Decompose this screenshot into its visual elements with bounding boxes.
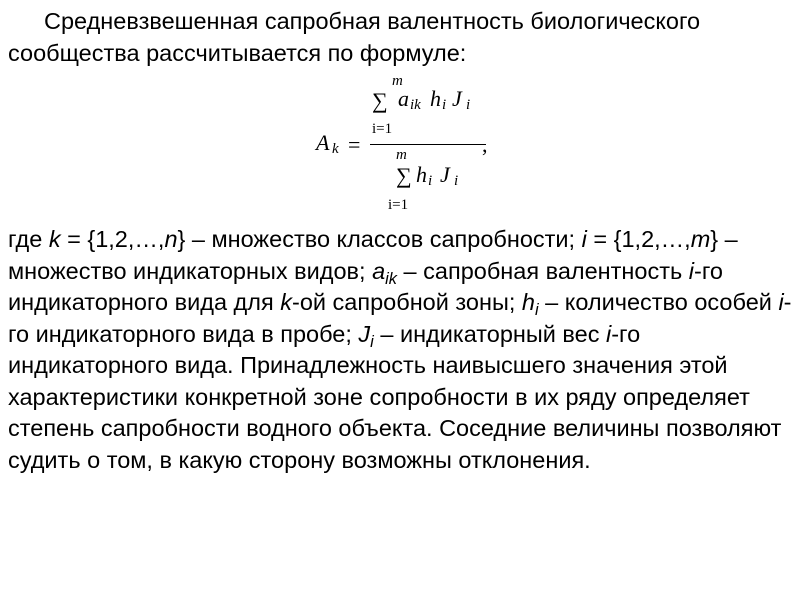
formula-num-lower-limit: i=1: [372, 121, 393, 137]
var-a: a: [372, 257, 386, 284]
formula-num-ik: ik: [410, 97, 421, 113]
formula-lhs-A: A: [316, 130, 330, 155]
formula-num-sigma: ∑: [372, 88, 388, 113]
formula-num-a: a: [398, 86, 409, 111]
var-h: h: [521, 289, 535, 315]
formula-den-h: h: [416, 162, 427, 187]
formula-equals: =: [348, 132, 361, 157]
intro-text: Средневзвешенная сапробная валентность биологического сообщества рассчитывается по формуле:: [8, 8, 701, 66]
body-text-8: -ой сапробной зоны;: [292, 289, 522, 315]
body-text-10: -го индикаторного вида в пробе;: [8, 289, 792, 347]
body-text-1: где: [8, 226, 49, 252]
saprobic-valence-formula: [310, 70, 510, 220]
formula-num-J-index: i: [466, 97, 471, 113]
body-text-4: = {1,2,…,: [586, 226, 691, 252]
body-text-3: } – множество классов сапробности;: [177, 226, 582, 252]
body-text-11: – индикаторный вес: [373, 320, 606, 347]
var-J: J: [358, 320, 371, 347]
formula-num-h: h: [430, 86, 441, 111]
formula-comma: ,: [482, 132, 488, 157]
formula-fraction-line: [370, 144, 486, 145]
var-i: i: [605, 320, 612, 347]
formula-num-J: J: [452, 86, 462, 111]
formula-den-lower-limit: i=1: [388, 197, 409, 213]
formula-num-upper-limit: m: [392, 73, 403, 89]
var-i: i: [688, 257, 694, 284]
formula-lhs-k: k: [332, 141, 339, 157]
var-h-index: i: [534, 300, 539, 319]
explanation-text: [8, 224, 794, 476]
body-text-12: -го индикаторного вида. Принадлежность наивысшего значения этой характеристики конкретной зоне сопробности в их ряду определяет степень сапробности водного объекта. Соседние величины позволяют судить о том, в какую сторону возможны отклонения.: [8, 320, 782, 473]
var-i: i: [581, 226, 587, 252]
var-m: m: [690, 226, 711, 252]
formula-den-sigma: ∑: [396, 163, 412, 188]
body-text-5: } – множество индикаторных видов;: [8, 226, 738, 284]
body-text-6: – сапробная валентность: [397, 257, 689, 284]
var-k: k: [280, 289, 292, 315]
body-text-9: – количество особей: [538, 289, 779, 315]
body-text-2: = {1,2,…,: [60, 226, 165, 252]
var-a-index: ik: [385, 269, 398, 288]
formula-den-J-index: i: [454, 173, 459, 189]
var-n: n: [164, 226, 178, 252]
var-i: i: [778, 289, 784, 315]
var-k: k: [48, 226, 61, 252]
formula-num-h-index: i: [442, 97, 447, 113]
formula-den-upper-limit: m: [396, 147, 407, 163]
formula-den-h-index: i: [428, 173, 433, 189]
var-J-index: i: [370, 332, 374, 351]
formula-den-J: J: [440, 162, 450, 187]
body-text-7: -го индикаторного вида для: [8, 257, 723, 315]
